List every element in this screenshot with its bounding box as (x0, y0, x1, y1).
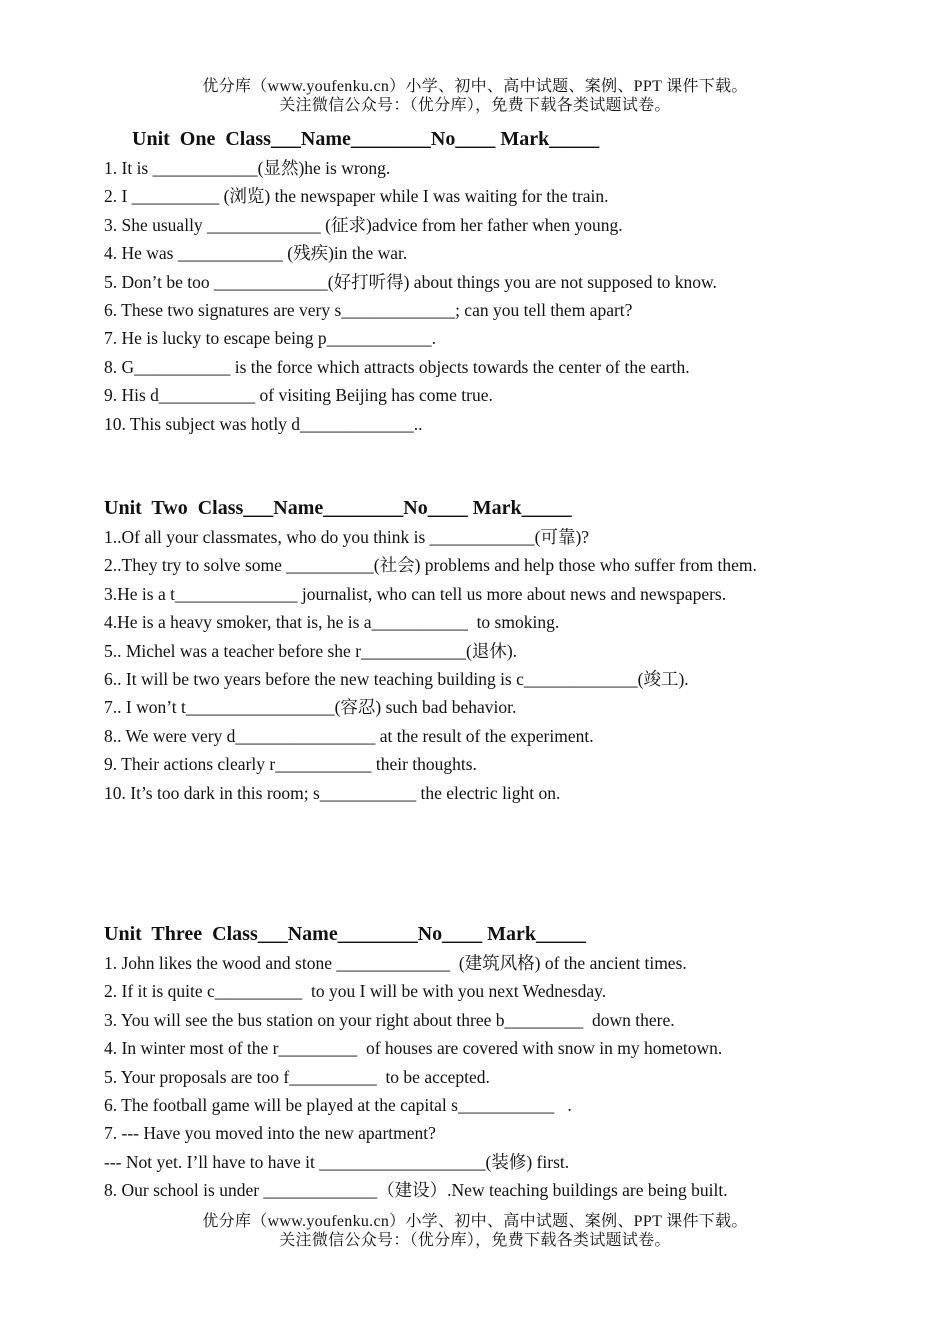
question-item: --- Not yet. I’ll have to have it ___________________(装修) first. (104, 1151, 570, 1172)
question-item: 4. In winter most of the r_________ of houses are covered with snow in my hometown. (104, 1038, 723, 1059)
question-item: 10. This subject was hotly d_____________.. (104, 413, 423, 434)
question-item: 3. You will see the bus station on your right about three b_________ down there. (104, 1009, 675, 1030)
question-item: 4.He is a heavy smoker, that is, he is a___________ to smoking. (104, 612, 560, 633)
question-item: 2. If it is quite c__________ to you I will be with you next Wednesday. (104, 981, 607, 1002)
question-item: 9. Their actions clearly r___________ their thoughts. (104, 754, 477, 775)
question-item: 7. --- Have you moved into the new apartment? (104, 1123, 436, 1144)
header-banner (0, 77, 950, 115)
question-item: 2..They try to solve some __________(社会) problems and help those who suffer from them. (104, 555, 757, 576)
question-item: 1. John likes the wood and stone _____________ (建筑风格) of the ancient times. (104, 953, 687, 973)
question-item: 9. His d___________ of visiting Beijing has come true. (104, 385, 493, 406)
question-item: 8. Our school is under _____________（建设）.New teaching buildings are being built. (104, 1180, 728, 1201)
question-item: 6.. It will be two years before the new teaching building is c_____________(竣工). (104, 668, 689, 689)
question-item: 5.. Michel was a teacher before she r____________(退休). (104, 640, 518, 661)
question-item: 1. It is ____________(显然)he is wrong. (104, 158, 391, 178)
footer-banner (0, 1212, 950, 1250)
question-item: 7. He is lucky to escape being p____________. (104, 328, 436, 349)
question-item: 2. I __________ (浏览) the newspaper while I was waiting for the train. (104, 186, 609, 207)
question-item: 10. It’s too dark in this room; s___________ the electric light on. (104, 782, 561, 803)
question-item: 8. G___________ is the force which attracts objects towards the center of the earth. (104, 356, 690, 377)
question-item: 3.He is a t______________ journalist, who can tell us more about news and newspapers. (104, 583, 727, 604)
question-item: 6. The football game will be played at the capital s___________ . (104, 1094, 572, 1115)
unit-two-heading: Unit Two Class___Name________No____ Mark_____ (104, 497, 572, 519)
question-item: 3. She usually _____________ (征求)advice from her father when young. (104, 214, 623, 235)
question-item: 1..Of all your classmates, who do you think is ____________(可靠)? (104, 527, 590, 547)
footer-line-2: 关注微信公众号：（优分库），免费下载各类试题试卷。 (279, 1232, 671, 1249)
footer-line-1: 优分库（www.youfenku.cn）小学、初中、高中试题、案例、PPT 课件下载。 (202, 1213, 748, 1230)
unit-one-section (104, 126, 904, 438)
question-item: 5. Don’t be too _____________(好打听得) about things you are not supposed to know. (104, 271, 717, 292)
unit-one-heading: Unit One Class___Name________No____ Mark_____ (132, 128, 600, 150)
unit-three-heading: Unit Three Class___Name________No____ Mark_____ (104, 923, 587, 945)
unit-two-section (104, 495, 904, 807)
question-item: 6. These two signatures are very s_____________; can you tell them apart? (104, 299, 633, 320)
question-item: 8.. We were very d________________ at the result of the experiment. (104, 725, 594, 746)
header-line-1: 优分库（www.youfenku.cn）小学、初中、高中试题、案例、PPT 课件下载。 (202, 78, 748, 95)
unit-three-section (104, 921, 904, 1205)
question-item: 4. He was ____________ (残疾)in the war. (104, 243, 408, 264)
header-line-2: 关注微信公众号：（优分库），免费下载各类试题试卷。 (279, 97, 671, 114)
question-item: 7.. I won’t t_________________(容忍) such bad behavior. (104, 697, 517, 718)
question-item: 5. Your proposals are too f__________ to be accepted. (104, 1066, 490, 1087)
